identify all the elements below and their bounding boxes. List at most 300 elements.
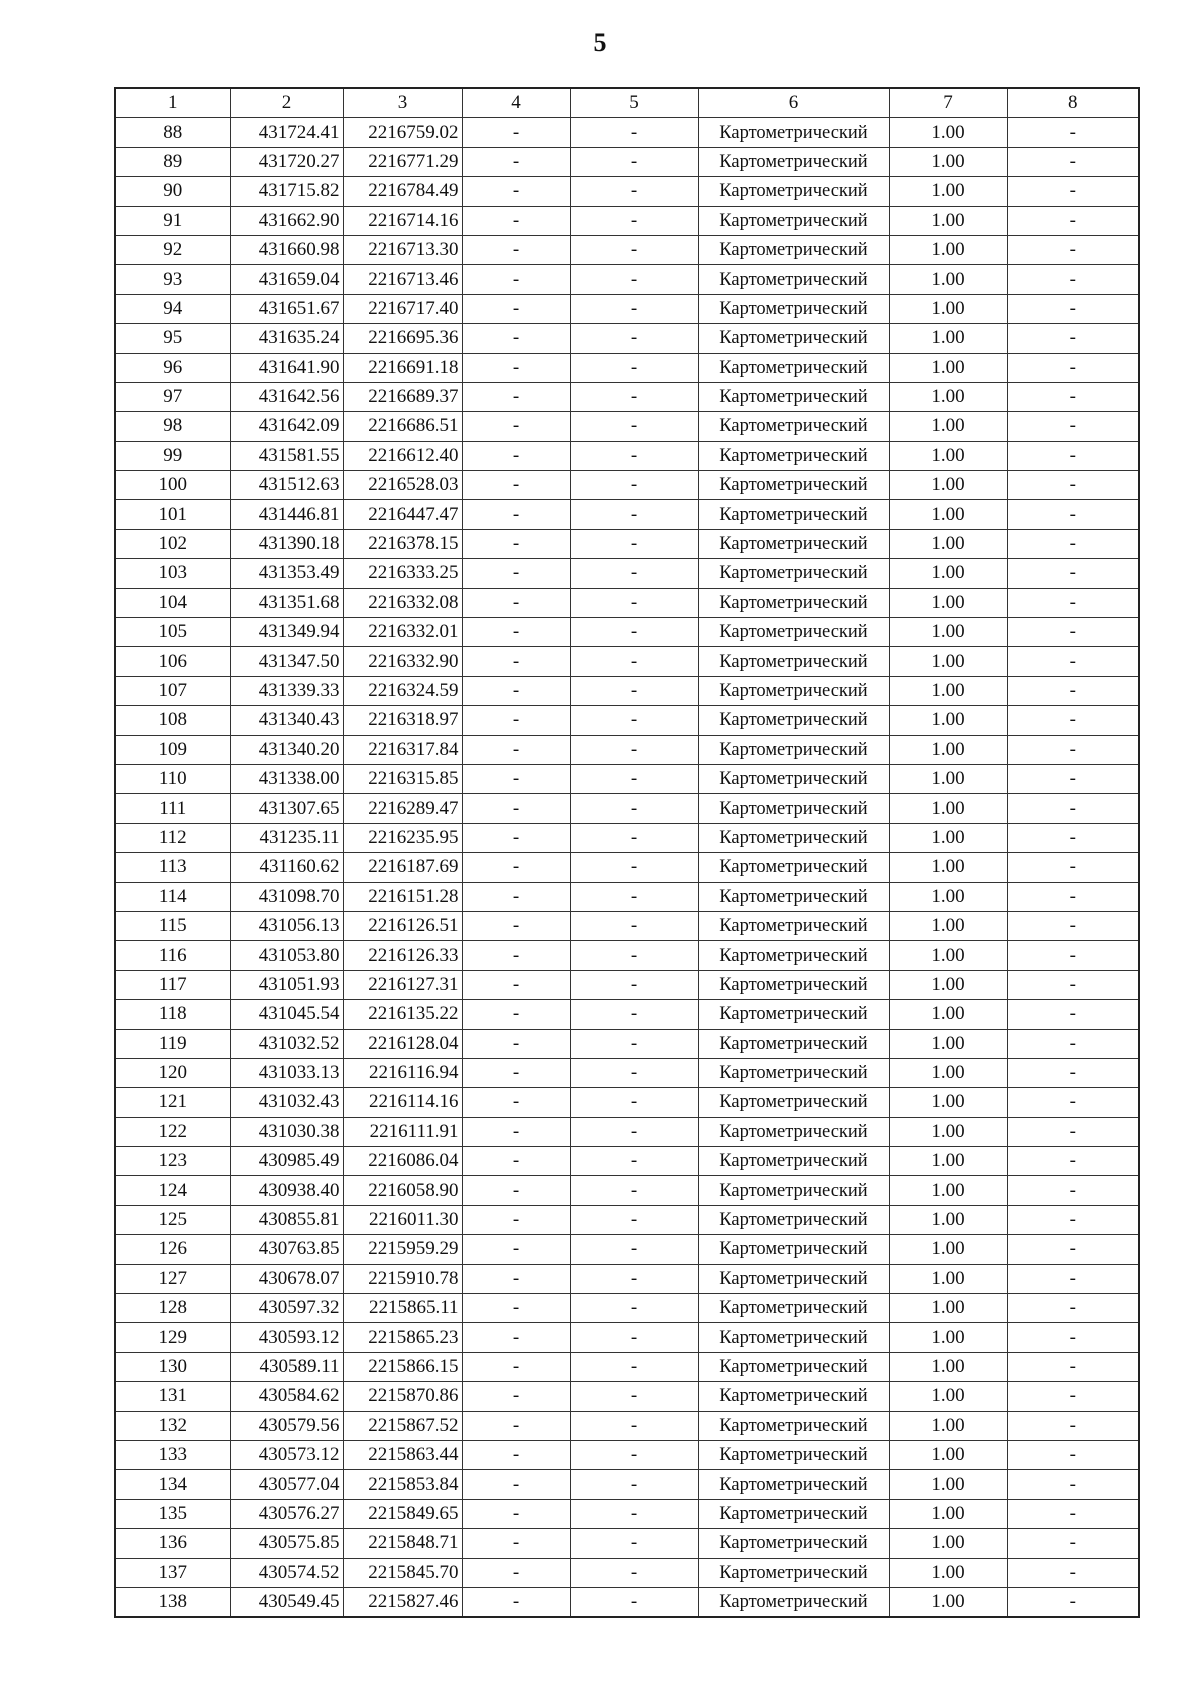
method-cell: Картометрический — [698, 706, 889, 735]
col8-cell: - — [1007, 1000, 1139, 1029]
x-coordinate-cell: 431724.41 — [230, 118, 343, 147]
x-coordinate-cell: 430576.27 — [230, 1499, 343, 1528]
x-coordinate-cell: 431340.43 — [230, 706, 343, 735]
accuracy-cell: 1.00 — [889, 1587, 1007, 1617]
method-cell: Картометрический — [698, 1235, 889, 1264]
col4-cell: - — [462, 911, 570, 940]
col5-cell: - — [570, 1000, 698, 1029]
col5-cell: - — [570, 529, 698, 558]
y-coordinate-cell: 2216086.04 — [343, 1147, 462, 1176]
col5-cell: - — [570, 147, 698, 176]
y-coordinate-cell: 2216695.36 — [343, 324, 462, 353]
col4-cell: - — [462, 294, 570, 323]
table-row — [115, 529, 1139, 558]
accuracy-cell: 1.00 — [889, 970, 1007, 999]
method-cell: Картометрический — [698, 206, 889, 235]
table-row — [115, 353, 1139, 382]
col8-cell: - — [1007, 441, 1139, 470]
method-cell: Картометрический — [698, 911, 889, 940]
col4-cell: - — [462, 471, 570, 500]
accuracy-cell: 1.00 — [889, 794, 1007, 823]
col5-cell: - — [570, 970, 698, 999]
col5-cell: - — [570, 941, 698, 970]
method-cell: Картометрический — [698, 970, 889, 999]
method-cell: Картометрический — [698, 382, 889, 411]
table-row — [115, 559, 1139, 588]
y-coordinate-cell: 2216187.69 — [343, 853, 462, 882]
y-coordinate-cell: 2216126.51 — [343, 911, 462, 940]
col4-cell: - — [462, 1411, 570, 1440]
accuracy-cell: 1.00 — [889, 1294, 1007, 1323]
col4-cell: - — [462, 1235, 570, 1264]
col4-cell: - — [462, 735, 570, 764]
method-cell: Картометрический — [698, 647, 889, 676]
method-cell: Картометрический — [698, 294, 889, 323]
col8-cell: - — [1007, 1088, 1139, 1117]
method-cell: Картометрический — [698, 1382, 889, 1411]
y-coordinate-cell: 2215910.78 — [343, 1264, 462, 1293]
col5-cell: - — [570, 618, 698, 647]
point-number-cell: 112 — [115, 823, 230, 852]
method-cell: Картометрический — [698, 265, 889, 294]
page-number: 5 — [593, 28, 607, 57]
table-row — [115, 823, 1139, 852]
y-coordinate-cell: 2216332.90 — [343, 647, 462, 676]
method-cell: Картометрический — [698, 118, 889, 147]
y-coordinate-cell: 2216686.51 — [343, 412, 462, 441]
accuracy-cell: 1.00 — [889, 529, 1007, 558]
y-coordinate-cell: 2215867.52 — [343, 1411, 462, 1440]
column-header: 7 — [889, 88, 1007, 118]
y-coordinate-cell: 2216114.16 — [343, 1088, 462, 1117]
accuracy-cell: 1.00 — [889, 147, 1007, 176]
table-row — [115, 1058, 1139, 1087]
point-number-cell: 113 — [115, 853, 230, 882]
table-row — [115, 118, 1139, 147]
x-coordinate-cell: 431642.09 — [230, 412, 343, 441]
y-coordinate-cell: 2216116.94 — [343, 1058, 462, 1087]
point-number-cell: 96 — [115, 353, 230, 382]
table-row — [115, 500, 1139, 529]
point-number-cell: 88 — [115, 118, 230, 147]
col8-cell: - — [1007, 618, 1139, 647]
table-row — [115, 882, 1139, 911]
accuracy-cell: 1.00 — [889, 1529, 1007, 1558]
x-coordinate-cell: 430763.85 — [230, 1235, 343, 1264]
col4-cell: - — [462, 1205, 570, 1234]
x-coordinate-cell: 430985.49 — [230, 1147, 343, 1176]
x-coordinate-cell: 430584.62 — [230, 1382, 343, 1411]
x-coordinate-cell: 431662.90 — [230, 206, 343, 235]
accuracy-cell: 1.00 — [889, 823, 1007, 852]
method-cell: Картометрический — [698, 1470, 889, 1499]
col4-cell: - — [462, 588, 570, 617]
y-coordinate-cell: 2216332.01 — [343, 618, 462, 647]
y-coordinate-cell: 2215848.71 — [343, 1529, 462, 1558]
col8-cell: - — [1007, 382, 1139, 411]
column-header: 8 — [1007, 88, 1139, 118]
col8-cell: - — [1007, 676, 1139, 705]
point-number-cell: 135 — [115, 1499, 230, 1528]
col4-cell: - — [462, 823, 570, 852]
x-coordinate-cell: 431390.18 — [230, 529, 343, 558]
y-coordinate-cell: 2216447.47 — [343, 500, 462, 529]
method-cell: Картометрический — [698, 618, 889, 647]
x-coordinate-cell: 431659.04 — [230, 265, 343, 294]
table-row — [115, 147, 1139, 176]
method-cell: Картометрический — [698, 676, 889, 705]
col5-cell: - — [570, 1264, 698, 1293]
col4-cell: - — [462, 529, 570, 558]
col5-cell: - — [570, 1058, 698, 1087]
table-row — [115, 1235, 1139, 1264]
col8-cell: - — [1007, 647, 1139, 676]
col5-cell: - — [570, 235, 698, 264]
table-row — [115, 1029, 1139, 1058]
point-number-cell: 109 — [115, 735, 230, 764]
accuracy-cell: 1.00 — [889, 235, 1007, 264]
y-coordinate-cell: 2216126.33 — [343, 941, 462, 970]
col5-cell: - — [570, 412, 698, 441]
col8-cell: - — [1007, 1029, 1139, 1058]
accuracy-cell: 1.00 — [889, 441, 1007, 470]
x-coordinate-cell: 431642.56 — [230, 382, 343, 411]
col8-cell: - — [1007, 559, 1139, 588]
point-number-cell: 106 — [115, 647, 230, 676]
accuracy-cell: 1.00 — [889, 588, 1007, 617]
y-coordinate-cell: 2215853.84 — [343, 1470, 462, 1499]
col4-cell: - — [462, 1029, 570, 1058]
x-coordinate-cell: 431651.67 — [230, 294, 343, 323]
col5-cell: - — [570, 1117, 698, 1146]
point-number-cell: 129 — [115, 1323, 230, 1352]
table-row — [115, 1470, 1139, 1499]
y-coordinate-cell: 2216111.91 — [343, 1117, 462, 1146]
accuracy-cell: 1.00 — [889, 353, 1007, 382]
method-cell: Картометрический — [698, 353, 889, 382]
method-cell: Картометрический — [698, 529, 889, 558]
col8-cell: - — [1007, 706, 1139, 735]
accuracy-cell: 1.00 — [889, 1000, 1007, 1029]
col8-cell: - — [1007, 853, 1139, 882]
table-row — [115, 794, 1139, 823]
col8-cell: - — [1007, 177, 1139, 206]
method-cell: Картометрический — [698, 1529, 889, 1558]
point-number-cell: 125 — [115, 1205, 230, 1234]
col8-cell: - — [1007, 206, 1139, 235]
point-number-cell: 120 — [115, 1058, 230, 1087]
method-cell: Картометрический — [698, 941, 889, 970]
accuracy-cell: 1.00 — [889, 1440, 1007, 1469]
col8-cell: - — [1007, 1440, 1139, 1469]
col8-cell: - — [1007, 1147, 1139, 1176]
point-number-cell: 92 — [115, 235, 230, 264]
point-number-cell: 126 — [115, 1235, 230, 1264]
col5-cell: - — [570, 206, 698, 235]
x-coordinate-cell: 431033.13 — [230, 1058, 343, 1087]
col5-cell: - — [570, 1529, 698, 1558]
col4-cell: - — [462, 353, 570, 382]
col4-cell: - — [462, 382, 570, 411]
col4-cell: - — [462, 118, 570, 147]
point-number-cell: 138 — [115, 1587, 230, 1617]
col5-cell: - — [570, 882, 698, 911]
x-coordinate-cell: 431160.62 — [230, 853, 343, 882]
col4-cell: - — [462, 1440, 570, 1469]
accuracy-cell: 1.00 — [889, 1323, 1007, 1352]
col8-cell: - — [1007, 588, 1139, 617]
y-coordinate-cell: 2216135.22 — [343, 1000, 462, 1029]
method-cell: Картометрический — [698, 1058, 889, 1087]
col5-cell: - — [570, 588, 698, 617]
col4-cell: - — [462, 1264, 570, 1293]
col4-cell: - — [462, 970, 570, 999]
point-number-cell: 95 — [115, 324, 230, 353]
x-coordinate-cell: 430579.56 — [230, 1411, 343, 1440]
accuracy-cell: 1.00 — [889, 1205, 1007, 1234]
method-cell: Картометрический — [698, 1558, 889, 1587]
col5-cell: - — [570, 294, 698, 323]
col5-cell: - — [570, 1323, 698, 1352]
table-row — [115, 1088, 1139, 1117]
point-number-cell: 102 — [115, 529, 230, 558]
col4-cell: - — [462, 1294, 570, 1323]
point-number-cell: 134 — [115, 1470, 230, 1499]
point-number-cell: 93 — [115, 265, 230, 294]
method-cell: Картометрический — [698, 1323, 889, 1352]
col4-cell: - — [462, 147, 570, 176]
table-row — [115, 1264, 1139, 1293]
point-number-cell: 105 — [115, 618, 230, 647]
col8-cell: - — [1007, 265, 1139, 294]
table-row — [115, 735, 1139, 764]
y-coordinate-cell: 2215870.86 — [343, 1382, 462, 1411]
col8-cell: - — [1007, 1352, 1139, 1381]
col4-cell: - — [462, 1558, 570, 1587]
table-row — [115, 941, 1139, 970]
col5-cell: - — [570, 500, 698, 529]
col8-cell: - — [1007, 882, 1139, 911]
accuracy-cell: 1.00 — [889, 1352, 1007, 1381]
point-number-cell: 99 — [115, 441, 230, 470]
col5-cell: - — [570, 1558, 698, 1587]
accuracy-cell: 1.00 — [889, 1411, 1007, 1440]
accuracy-cell: 1.00 — [889, 1117, 1007, 1146]
method-cell: Картометрический — [698, 559, 889, 588]
y-coordinate-cell: 2216717.40 — [343, 294, 462, 323]
method-cell: Картометрический — [698, 147, 889, 176]
col4-cell: - — [462, 941, 570, 970]
col8-cell: - — [1007, 471, 1139, 500]
col5-cell: - — [570, 794, 698, 823]
x-coordinate-cell: 431098.70 — [230, 882, 343, 911]
col8-cell: - — [1007, 1294, 1139, 1323]
accuracy-cell: 1.00 — [889, 1088, 1007, 1117]
x-coordinate-cell: 430593.12 — [230, 1323, 343, 1352]
col5-cell: - — [570, 647, 698, 676]
table-row — [115, 676, 1139, 705]
method-cell: Картометрический — [698, 764, 889, 793]
accuracy-cell: 1.00 — [889, 764, 1007, 793]
point-number-cell: 119 — [115, 1029, 230, 1058]
col4-cell: - — [462, 500, 570, 529]
point-number-cell: 137 — [115, 1558, 230, 1587]
method-cell: Картометрический — [698, 1088, 889, 1117]
column-header: 6 — [698, 88, 889, 118]
accuracy-cell: 1.00 — [889, 1176, 1007, 1205]
x-coordinate-cell: 431512.63 — [230, 471, 343, 500]
accuracy-cell: 1.00 — [889, 177, 1007, 206]
col4-cell: - — [462, 1352, 570, 1381]
col8-cell: - — [1007, 1411, 1139, 1440]
table-row — [115, 706, 1139, 735]
method-cell: Картометрический — [698, 1029, 889, 1058]
table-row — [115, 1529, 1139, 1558]
col8-cell: - — [1007, 1323, 1139, 1352]
table-row — [115, 324, 1139, 353]
y-coordinate-cell: 2216714.16 — [343, 206, 462, 235]
point-number-cell: 136 — [115, 1529, 230, 1558]
accuracy-cell: 1.00 — [889, 206, 1007, 235]
method-cell: Картометрический — [698, 1000, 889, 1029]
col4-cell: - — [462, 206, 570, 235]
accuracy-cell: 1.00 — [889, 676, 1007, 705]
col4-cell: - — [462, 676, 570, 705]
method-cell: Картометрический — [698, 1294, 889, 1323]
method-cell: Картометрический — [698, 441, 889, 470]
accuracy-cell: 1.00 — [889, 1147, 1007, 1176]
col5-cell: - — [570, 853, 698, 882]
table-row — [115, 1440, 1139, 1469]
col8-cell: - — [1007, 353, 1139, 382]
y-coordinate-cell: 2216289.47 — [343, 794, 462, 823]
x-coordinate-cell: 431051.93 — [230, 970, 343, 999]
point-number-cell: 122 — [115, 1117, 230, 1146]
method-cell: Картометрический — [698, 1176, 889, 1205]
col8-cell: - — [1007, 1205, 1139, 1234]
col5-cell: - — [570, 706, 698, 735]
x-coordinate-cell: 430589.11 — [230, 1352, 343, 1381]
col4-cell: - — [462, 412, 570, 441]
col8-cell: - — [1007, 1264, 1139, 1293]
table-row — [115, 1499, 1139, 1528]
accuracy-cell: 1.00 — [889, 735, 1007, 764]
accuracy-cell: 1.00 — [889, 911, 1007, 940]
point-number-cell: 124 — [115, 1176, 230, 1205]
method-cell: Картометрический — [698, 794, 889, 823]
point-number-cell: 127 — [115, 1264, 230, 1293]
table-body — [115, 118, 1139, 1617]
col5-cell: - — [570, 265, 698, 294]
col5-cell: - — [570, 1029, 698, 1058]
x-coordinate-cell: 431030.38 — [230, 1117, 343, 1146]
header-row — [115, 88, 1139, 118]
y-coordinate-cell: 2215865.23 — [343, 1323, 462, 1352]
y-coordinate-cell: 2215959.29 — [343, 1235, 462, 1264]
col8-cell: - — [1007, 1470, 1139, 1499]
col4-cell: - — [462, 265, 570, 294]
point-number-cell: 101 — [115, 500, 230, 529]
col5-cell: - — [570, 177, 698, 206]
col4-cell: - — [462, 853, 570, 882]
col4-cell: - — [462, 1147, 570, 1176]
col8-cell: - — [1007, 324, 1139, 353]
y-coordinate-cell: 2216612.40 — [343, 441, 462, 470]
x-coordinate-cell: 431720.27 — [230, 147, 343, 176]
table-row — [115, 1294, 1139, 1323]
table-row — [115, 1205, 1139, 1234]
x-coordinate-cell: 431349.94 — [230, 618, 343, 647]
col4-cell: - — [462, 1058, 570, 1087]
col8-cell: - — [1007, 118, 1139, 147]
y-coordinate-cell: 2216315.85 — [343, 764, 462, 793]
col8-cell: - — [1007, 735, 1139, 764]
accuracy-cell: 1.00 — [889, 1499, 1007, 1528]
col4-cell: - — [462, 882, 570, 911]
col5-cell: - — [570, 676, 698, 705]
y-coordinate-cell: 2216151.28 — [343, 882, 462, 911]
method-cell: Картометрический — [698, 1205, 889, 1234]
method-cell: Картометрический — [698, 412, 889, 441]
table-row — [115, 764, 1139, 793]
method-cell: Картометрический — [698, 823, 889, 852]
accuracy-cell: 1.00 — [889, 471, 1007, 500]
point-number-cell: 131 — [115, 1382, 230, 1411]
table-row — [115, 1411, 1139, 1440]
col5-cell: - — [570, 1470, 698, 1499]
method-cell: Картометрический — [698, 1352, 889, 1381]
y-coordinate-cell: 2216713.46 — [343, 265, 462, 294]
column-header: 5 — [570, 88, 698, 118]
accuracy-cell: 1.00 — [889, 265, 1007, 294]
x-coordinate-cell: 430678.07 — [230, 1264, 343, 1293]
method-cell: Картометрический — [698, 882, 889, 911]
table-row — [115, 970, 1139, 999]
col4-cell: - — [462, 1470, 570, 1499]
col8-cell: - — [1007, 794, 1139, 823]
point-number-cell: 118 — [115, 1000, 230, 1029]
col5-cell: - — [570, 735, 698, 764]
method-cell: Картометрический — [698, 324, 889, 353]
table-row — [115, 441, 1139, 470]
col5-cell: - — [570, 559, 698, 588]
x-coordinate-cell: 430577.04 — [230, 1470, 343, 1499]
col5-cell: - — [570, 324, 698, 353]
col4-cell: - — [462, 1382, 570, 1411]
method-cell: Картометрический — [698, 1264, 889, 1293]
x-coordinate-cell: 431635.24 — [230, 324, 343, 353]
col5-cell: - — [570, 471, 698, 500]
accuracy-cell: 1.00 — [889, 1235, 1007, 1264]
col4-cell: - — [462, 1176, 570, 1205]
point-number-cell: 132 — [115, 1411, 230, 1440]
y-coordinate-cell: 2216058.90 — [343, 1176, 462, 1205]
accuracy-cell: 1.00 — [889, 500, 1007, 529]
coordinates-table — [114, 87, 1140, 1618]
y-coordinate-cell: 2215845.70 — [343, 1558, 462, 1587]
point-number-cell: 130 — [115, 1352, 230, 1381]
col4-cell: - — [462, 764, 570, 793]
col4-cell: - — [462, 647, 570, 676]
table-row — [115, 588, 1139, 617]
col4-cell: - — [462, 441, 570, 470]
method-cell: Картометрический — [698, 471, 889, 500]
x-coordinate-cell: 431032.43 — [230, 1088, 343, 1117]
point-number-cell: 114 — [115, 882, 230, 911]
column-header: 3 — [343, 88, 462, 118]
x-coordinate-cell: 431032.52 — [230, 1029, 343, 1058]
table-row — [115, 1147, 1139, 1176]
